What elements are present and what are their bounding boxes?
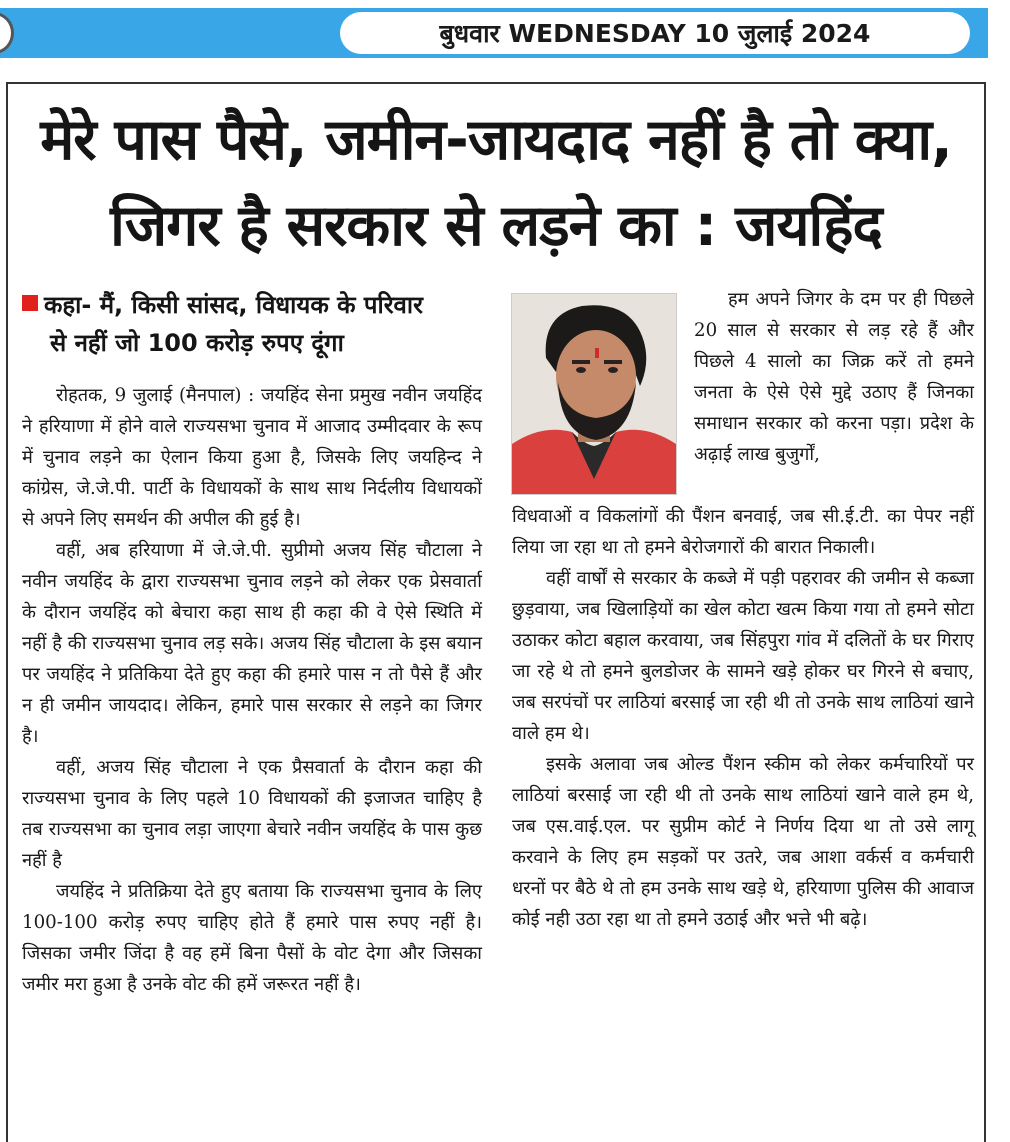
paragraph: वहीं वार्षों से सरकार के कब्जे में पड़ी पहरावर की जमीन से कब्जा छुड़वाया, जब खिलाड़ियों का खेल कोटा खत्म किया गया तो हमने सोटा उठाकर कोटा बहाल करवाया, जब सिंहपुरा गांव में दलितों के घर गिराए जा रहे थे तो हमने बुलडोजर के सामने खड़े होकर घर गिरने से बचाए, जब सरपंचों पर लाठियां बरसाई जा रही थी तो उनके साथ लाठियां खाने वाले हम थे।: [512, 568, 974, 744]
portrait-photo: [511, 293, 677, 495]
article-right-column-top: [694, 284, 974, 470]
paragraph: जयहिंद ने प्रतिक्रिया देते हुए बताया कि राज्यसभा चुनाव के लिए 100-100 करोड़ रुपए चाहिए होते हैं हमारे पास रुपए नहीं है। जिसका जमीर जिंदा है वह हमें बिना पैसों के वोट देगा और जिसका जमीर मरा हुआ है उनके वोट की हमें जरूरत नहीं है।: [22, 881, 482, 995]
article-right-column: [512, 501, 974, 935]
paragraph: हम अपने जिगर के दम पर ही पिछले 20 साल से सरकार से लड़ रहे हैं और पिछले 4 सालो का जिक्र करें तो हमने जनता के ऐसे ऐसे मुद्दे उठाए हैं जिनका समाधान सरकार को करना पड़ा। प्रदेश के अढ़ाई लाख बुजुर्गों,: [694, 289, 974, 465]
subheadline: [22, 286, 492, 362]
paragraph: रोहतक, 9 जुलाई (मैनपाल) : जयहिंद सेना प्रमुख नवीन जयहिंद ने हरियाणा में होने वाले राज्यसभा चुनाव में आजाद उम्मीदवार के रूप में चुनाव लड़ने का ऐलान किया हुआ है, जिसके लिए जयहिन्द ने कांग्रेस, जे.जे.पी. पार्टी के विधायकों के साथ साथ निर्दलीय विधायकों से अपने लिए समर्थन की अपील की हुई है।: [22, 385, 482, 530]
article-left-column: [22, 380, 482, 1000]
headline-line-1: मेरे पास पैसे, जमीन-जायदाद नहीं है तो क्या,: [40, 107, 952, 173]
date-label: बुधवार WEDNESDAY 10 जुलाई 2024: [340, 12, 970, 54]
header-bar: [0, 0, 1010, 62]
paragraph: इसके अलावा जब ओल्ड पैंशन स्कीम को लेकर कर्मचारियों पर लाठियां बरसाई जा रही थी तो उनके साथ लाठियां खाने वाले हम थे, जब एस.वाई.एल. पर सुप्रीम कोर्ट ने निर्णय दिया था तो उसे लागू करवाने के लिए हम सड़कों पर उतरे, जब आशा वर्कर्स व कर्मचारी धरनों पर बैठे थे तो हम उनके साथ खड़े थे, हरियाणा पुलिस की आवाज कोई नही उठा रहा था तो हमने उठाई और भत्ते भी बढ़े।: [512, 754, 974, 930]
subheadline-line-2: से नहीं जो 100 करोड़ रुपए दूंगा: [50, 329, 344, 357]
paragraph: विधवाओं व विकलांगों की पैंशन बनवाई, जब सी.ई.टी. का पेपर नहीं लिया जा रहा था तो हमने बेरोजगारों की बारात निकाली।: [512, 506, 974, 558]
paragraph: वहीं, अब हरियाणा में जे.जे.पी. सुप्रीमो अजय सिंह चौटाला ने नवीन जयहिंद के द्वारा राज्यसभा चुनाव लड़ने को लेकर एक प्रेसवार्ता के दौरान जयहिंद को बेचारा कहा साथ ही कहा की वे ऐसे स्थिति में नहीं है की राज्यसभा चुनाव लड़ सके। अजय सिंह चौटाला के इस बयान पर जयहिंद ने प्रतिकिया देते हुए कहा की हमारे पास न तो पैसे हैं और न ही जमीन जायदाद। लेकिन, हमारे पास सरकार से लड़ने का जिगर है।: [22, 540, 482, 747]
paragraph: वहीं, अजय सिंह चौटाला ने एक प्रैसवार्ता के दौरान कहा की राज्यसभा चुनाव के लिए पहले 10 विधायकों की इजाजत चाहिए है तब राज्यसभा का चुनाव लड़ा जाएगा बेचारे नवीन जयहिंद के पास कुछ नहीं है: [22, 757, 482, 871]
subheadline-line-1: कहा- मैं, किसी सांसद, विधायक के परिवार: [44, 291, 423, 319]
red-square-bullet-icon: [22, 295, 38, 311]
headline-line-2: जिगर है सरकार से लड़ने का : जयहिंद: [110, 193, 882, 259]
